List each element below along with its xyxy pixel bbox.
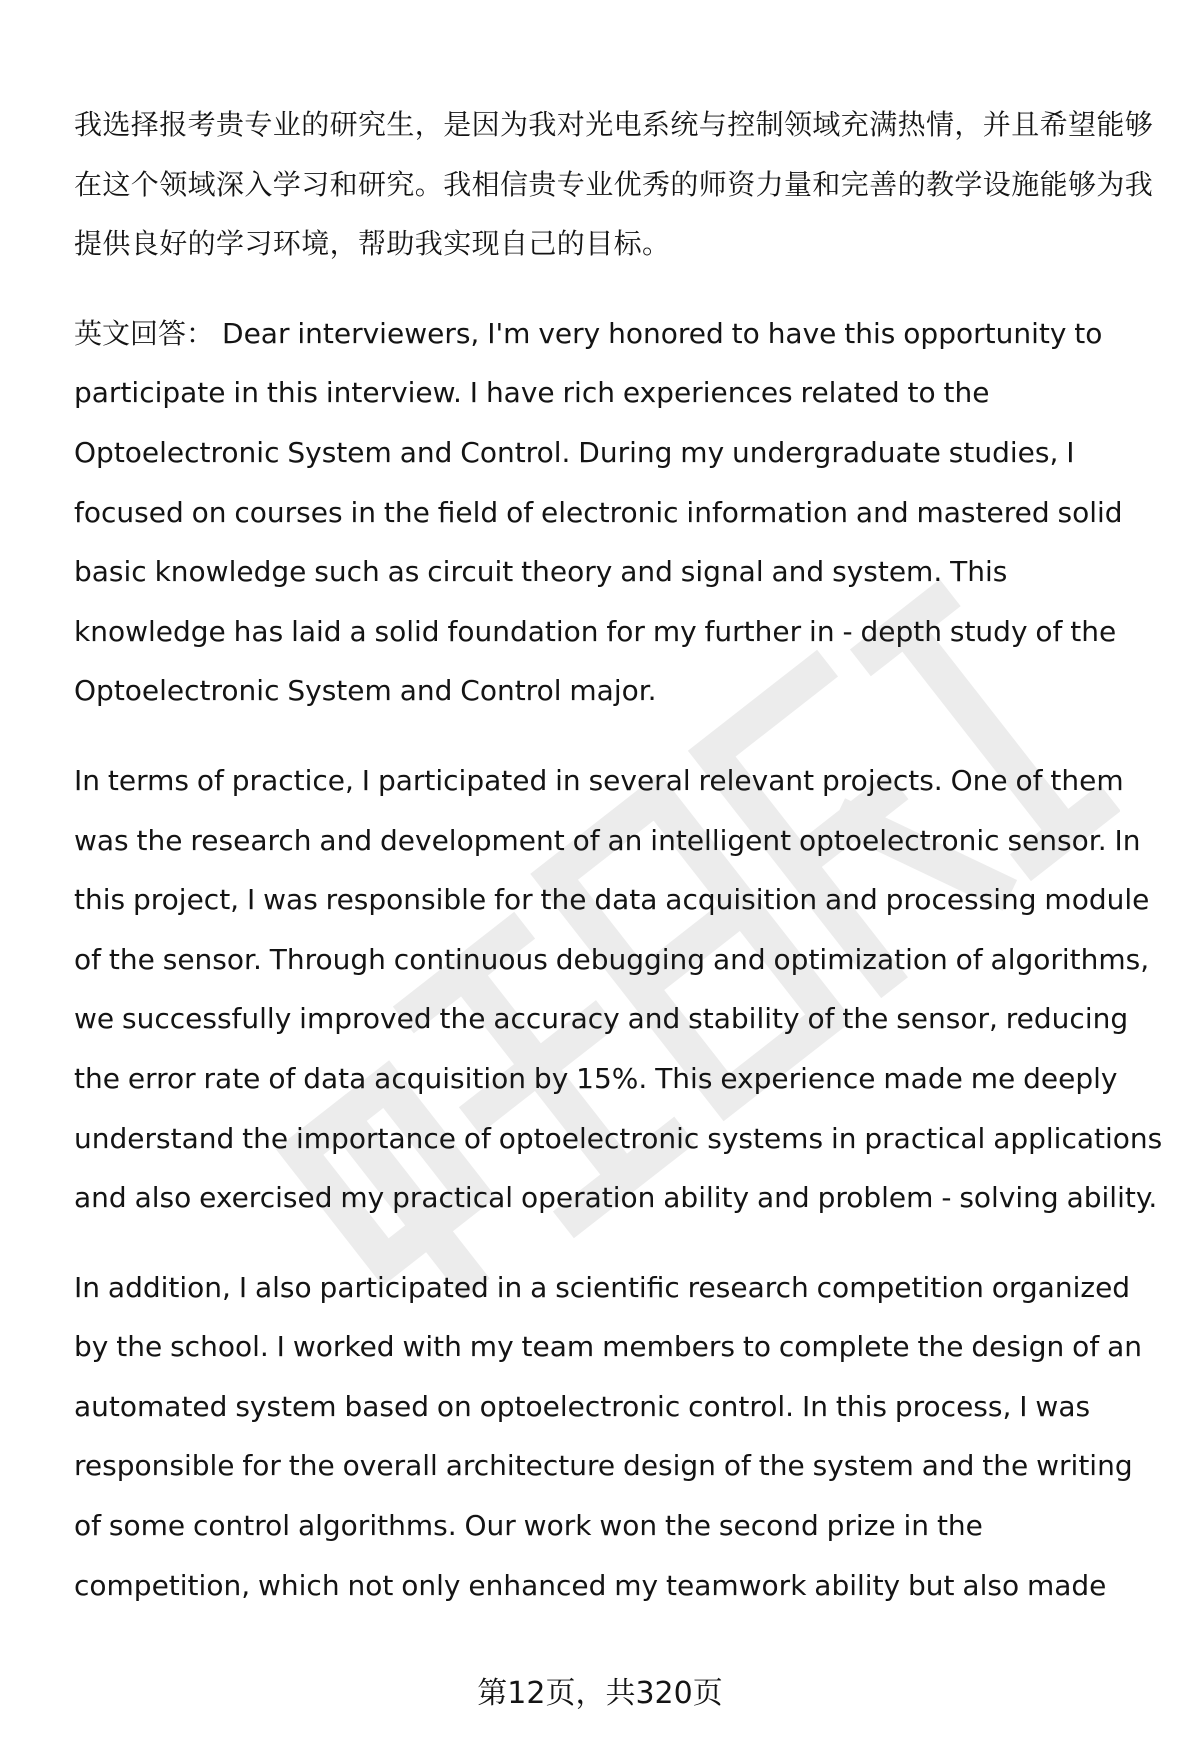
paragraph-reason-cn (74, 95, 1164, 274)
paragraph-english-answer-intro (74, 304, 1164, 721)
paragraph-text: In addition, I also participated in a scientific research competition organized by the school. I worked with my team members to complete the design of an automated system based on optoelectronic control. In this process, I was responsible for the overall architecture design of the system and the writing of some control algorithms. Our work won the second prize in the competition, which not only enhanced my teamwork ability but also made (74, 1270, 1142, 1602)
paragraph-text: 我选择报考贵专业的研究生，是因为我对光电系统与控制领域充满热情，并且希望能够在这个领域深入学习和研究。我相信贵专业优秀的师资力量和完善的教学设施能够为我提供良好的学习环境，帮助我实现自己的目标。 (74, 108, 1154, 261)
paragraph-practice (74, 751, 1164, 1228)
document-body (74, 95, 1164, 1645)
page-number: 第12页，共320页 (477, 1676, 723, 1711)
paragraph-text: In terms of practice, I participated in several relevant projects. One of them was the research and development of an intelligent optoelectronic sensor. In this project, I was responsible for the data acquisition and processing module of the sensor. Through continuous debugging and optimization of algorithms, we successfully improved the accuracy and stability of the sensor, reducing the error rate of data acquisition by 15%. This experience made me deeply understand the importance of optoelectronic systems in practical applications and also exercised my practical operation ability and problem - solving ability. (74, 763, 1163, 1215)
english-answer-label: 英文回答： (74, 316, 215, 350)
paragraph-text: Dear interviewers, I'm very honored to have this opportunity to participate in this interview. I have rich experiences related to the Optoelectronic System and Control. During my undergraduate studies, I focused on courses in the field of electronic information and mastered solid basic knowledge such as circuit theory and signal and system. This knowledge has laid a solid foundation for my further in - depth study of the Optoelectronic System and Control major. (74, 316, 1123, 708)
paragraph-competition (74, 1258, 1164, 1616)
